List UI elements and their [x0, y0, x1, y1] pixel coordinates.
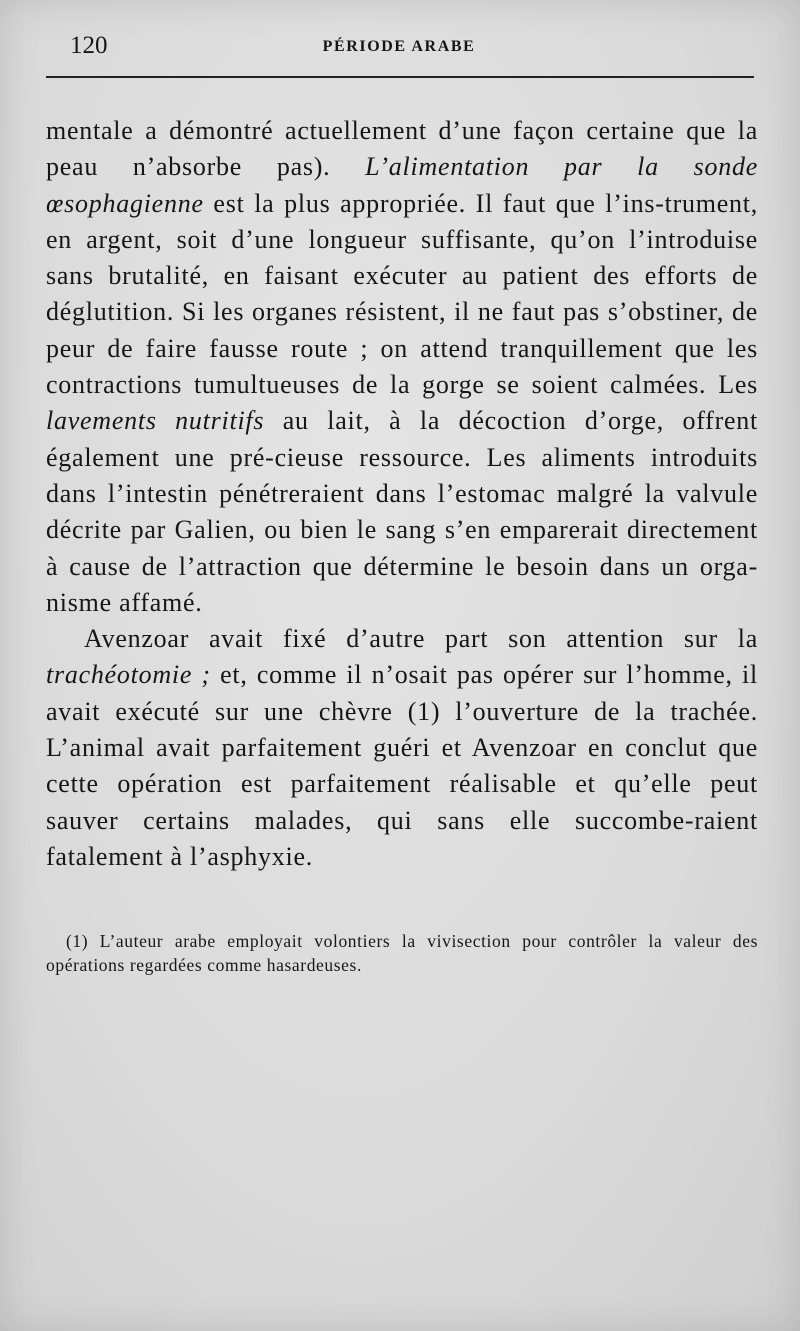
- paragraph-1-italic-b: lavements nutritifs: [46, 406, 265, 436]
- page-header: [46, 30, 752, 62]
- running-title: PÉRIODE ARABE: [322, 38, 476, 55]
- main-text: [46, 113, 758, 875]
- paragraph-1-text-c: au lait, à la décoction d’orge, offrent également une pré-cieuse ressource. Les aliments introduits dans l’intestin pénétreraient dans l’estomac malgré la valvule décrite par Galien, ou bien le sang s’en emparerait directement à cause de l’attraction que détermine le besoin dans un orga-nisme affamé.: [46, 406, 758, 617]
- page-number: 120: [70, 32, 108, 59]
- paragraph-2-text-a: Avenzoar avait fixé d’autre part son attention sur la: [84, 624, 758, 654]
- paragraph-2-text-b: et, comme il n’osait pas opérer sur l’homme, il avait exécuté sur une chèvre (1) l’ouverture de la trachée. L’animal avait parfaitement guéri et Avenzoar en conclut que cette opération est parfaitement réalisable et qu’elle peut sauver certains malades, qui sans elle succombe-raient fatalement à l’asphyxie.: [46, 660, 758, 871]
- paragraph-1-text-a: mentale a démontré actuellement d’une façon certaine que la peau n’absorbe pas).: [46, 116, 758, 182]
- paragraph-1-italic-a: L’alimentation par la sonde œsophagienne: [46, 152, 758, 218]
- paragraph-2-italic-a: trachéotomie ;: [46, 660, 211, 690]
- paragraph-2: [46, 621, 758, 875]
- header-rule: [46, 76, 754, 78]
- paragraph-1: [46, 113, 758, 621]
- paragraph-1-text-b: est la plus appropriée. Il faut que l’ins-trument, en argent, soit d’une longueur suffisante, qu’on l’introduise sans brutalité, en faisant exécuter au patient des efforts de déglutition. Si les organes résistent, il ne faut pas s’obstiner, de peur de faire fausse route ; on attend tranquillement que les contractions tumultueuses de la gorge se soient calmées. Les: [46, 188, 758, 400]
- footnote: (1) L’auteur arabe employait volontiers la vivisection pour contrôler la valeur des opérations regardées comme hasardeuses.: [46, 931, 758, 975]
